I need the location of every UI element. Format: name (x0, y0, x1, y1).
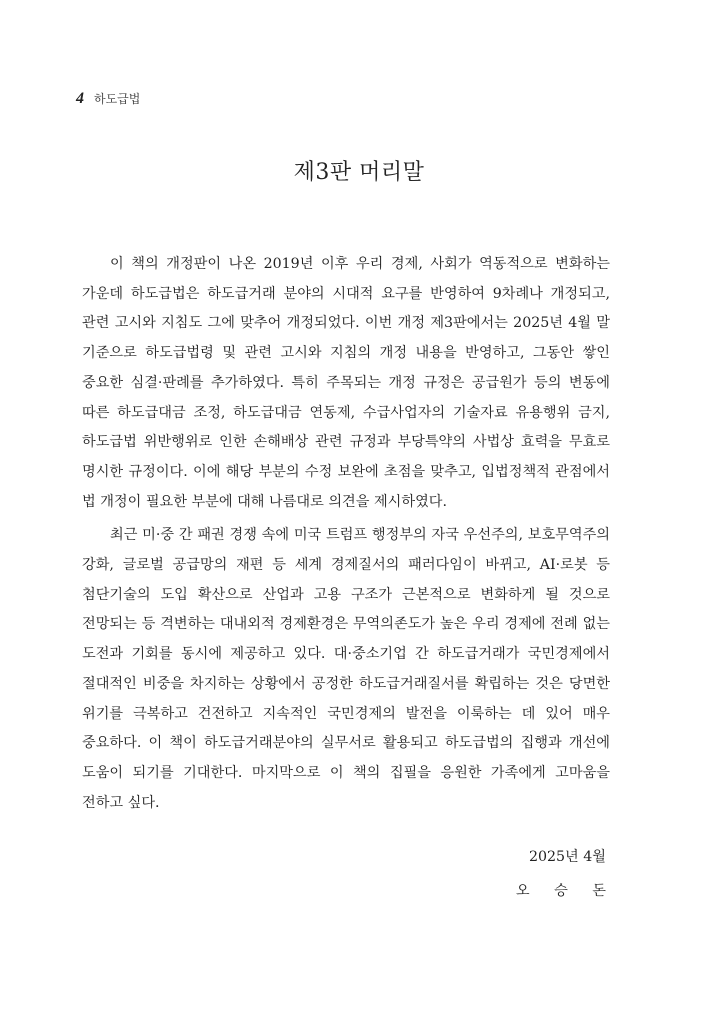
paragraph-1: 이 책의 개정판이 나온 2019년 이후 우리 경제, 사회가 역동적으로 변화하는 가운데 하도급법은 하도급거래 분야의 시대적 요구를 반영하여 9차례나 개정되고, 관련 고시와 지침도 그에 맞추어 개정되었다. 이번 개정 제3판에서는 2025년 4월 말 기준으로 하도급법령 및 관련 고시와 지침의 개정 내용을 반영하고, 그동안 쌓인 중요한 심결·판례를 추가하였다. 특히 주목되는 개정 규정은 공급원가 등의 변동에 따른 하도급대금 조정, 하도급대금 연동제, 수급사업자의 기술자료 유용행위 금지, 하도급법 위반행위로 인한 손해배상 관련 규정과 부당특약의 사법상 효력을 무효로 명시한 규정이다. 이에 해당 부분의 수정 보완에 초점을 맞추고, 입법정책적 관점에서 법 개정이 필요한 부분에 대해 나름대로 의견을 제시하였다. (82, 256, 610, 510)
preface-body (82, 250, 610, 818)
page-number: 4 (76, 90, 84, 107)
running-header-title: 하도급법 (94, 92, 141, 106)
running-header (76, 90, 140, 108)
page-title: 제3판 머리말 (293, 159, 425, 185)
paragraph-2: 최근 미·중 간 패권 경쟁 속에 미국 트럼프 행정부의 자국 우선주의, 보호무역주의 강화, 글로벌 공급망의 재편 등 세계 경제질서의 패러다임이 바뀌고, AI·로봇 등 첨단기술의 도입 확산으로 산업과 고용 구조가 근본적으로 변화하게 될 것으로 전망되는 등 격변하는 대내외적 경제환경은 무역의존도가 높은 우리 경제에 전례 없는 도전과 기회를 동시에 제공하고 있다. 대·중소기업 간 하도급거래가 국민경제에서 절대적인 비중을 차지하는 상황에서 공정한 하도급거래질서를 확립하는 것은 당면한 위기를 극복하고 건전하고 지속적인 국민경제의 발전을 이룩하는 데 있어 매우 중요하다. 이 책이 하도급거래분야의 실무서로 활용되고 하도급법의 집행과 개선에 도움이 되기를 기대한다. 마지막으로 이 책의 집필을 응원한 가족에게 고마움을 전하고 싶다. (82, 527, 610, 811)
signature-author: 오 승 돈 (515, 883, 616, 899)
signature-date: 2025년 4월 (528, 849, 606, 865)
signature-block (515, 840, 616, 908)
